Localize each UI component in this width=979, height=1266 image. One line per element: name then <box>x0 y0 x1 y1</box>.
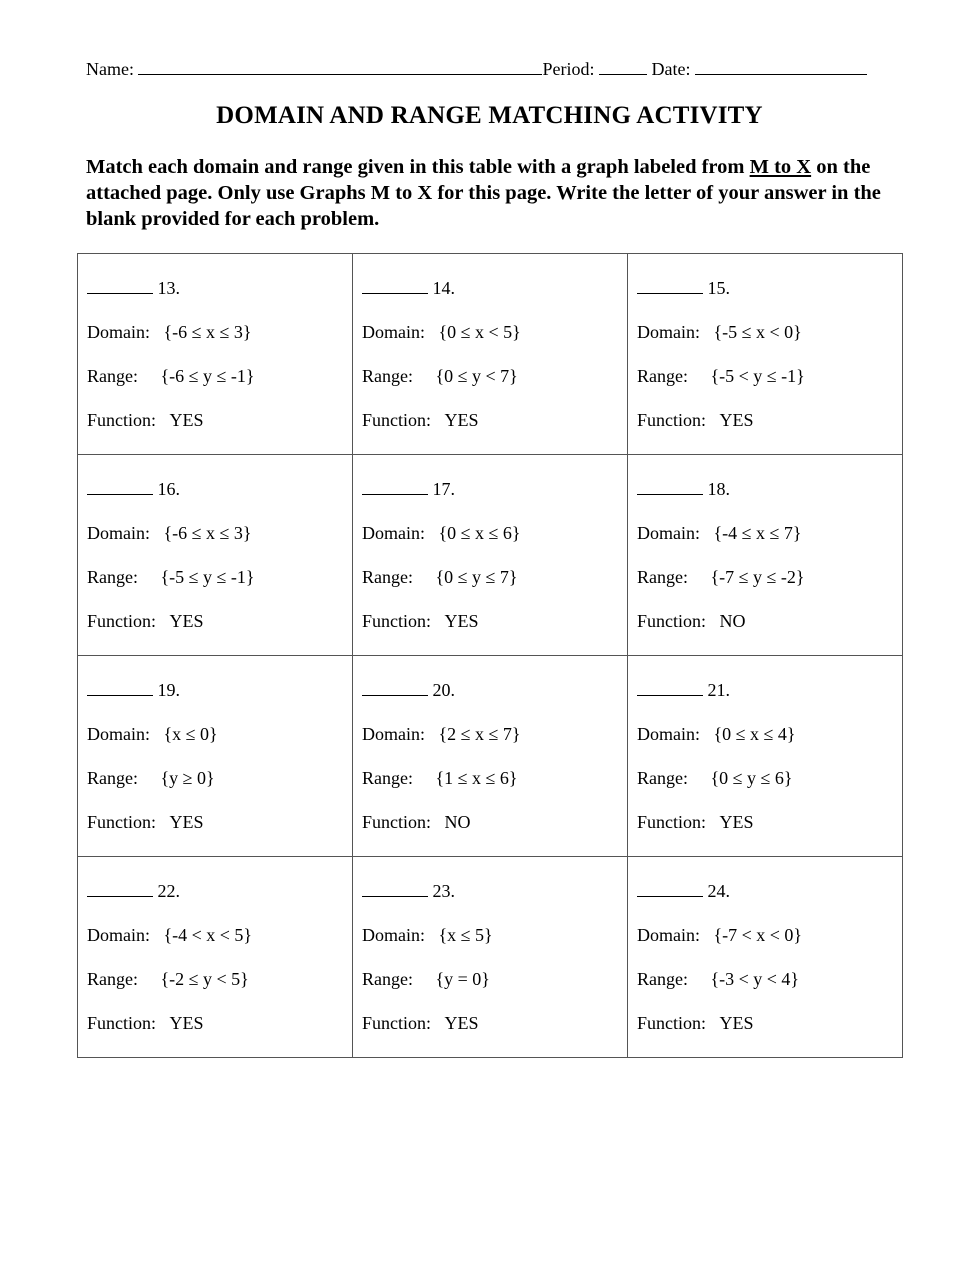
function-label: Function: <box>362 611 432 631</box>
range-line <box>362 567 627 611</box>
function-line <box>362 812 627 856</box>
function-line <box>87 812 352 856</box>
instructions-text-1: Match each domain and range given in this table with a graph labeled from <box>86 156 750 178</box>
function-line <box>637 1013 902 1057</box>
function-label: Function: <box>87 611 157 631</box>
domain-value: {0 ≤ x < 5} <box>438 322 521 342</box>
range-label: Range: <box>362 768 413 788</box>
range-label: Range: <box>637 768 688 788</box>
date-blank[interactable] <box>695 58 867 75</box>
domain-line <box>362 724 627 768</box>
range-value: {0 ≤ y ≤ 7} <box>435 567 518 587</box>
range-value: {-5 < y ≤ -1} <box>710 366 805 386</box>
range-line <box>637 768 902 812</box>
problem-number-line <box>637 479 902 523</box>
function-value: YES <box>719 1013 754 1033</box>
domain-label: Domain: <box>87 925 150 945</box>
domain-line <box>637 523 902 567</box>
function-value: YES <box>444 1013 479 1033</box>
range-label: Range: <box>637 366 688 386</box>
range-label: Range: <box>362 366 413 386</box>
domain-line <box>637 322 902 366</box>
range-value: {0 ≤ y ≤ 6} <box>710 768 793 788</box>
problem-number-line <box>87 680 352 724</box>
function-label: Function: <box>362 410 432 430</box>
domain-label: Domain: <box>87 724 150 744</box>
answer-blank[interactable] <box>362 881 428 897</box>
domain-value: {-6 ≤ x ≤ 3} <box>163 523 252 543</box>
function-line <box>362 611 627 655</box>
domain-label: Domain: <box>637 925 700 945</box>
instructions <box>86 154 896 232</box>
problem-cell <box>78 857 353 1058</box>
answer-blank[interactable] <box>87 881 153 897</box>
range-line <box>637 969 902 1013</box>
problem-number: 14. <box>432 278 455 298</box>
range-line <box>87 567 352 611</box>
problem-number-line <box>637 881 902 925</box>
function-label: Function: <box>637 1013 707 1033</box>
problem-number: 19. <box>157 680 180 700</box>
problem-cell <box>353 254 628 455</box>
function-line <box>362 1013 627 1057</box>
function-label: Function: <box>637 611 707 631</box>
answer-blank[interactable] <box>637 881 703 897</box>
problem-cell <box>353 656 628 857</box>
domain-line <box>87 925 352 969</box>
answer-blank[interactable] <box>637 479 703 495</box>
function-label: Function: <box>87 812 157 832</box>
problem-number-line <box>362 479 627 523</box>
domain-value: {-5 ≤ x < 0} <box>713 322 802 342</box>
range-value: {-7 ≤ y ≤ -2} <box>710 567 805 587</box>
problem-number-line <box>87 479 352 523</box>
range-line <box>637 567 902 611</box>
problem-number: 16. <box>157 479 180 499</box>
answer-blank[interactable] <box>362 278 428 294</box>
problem-cell <box>78 254 353 455</box>
function-value: YES <box>719 812 754 832</box>
domain-value: {x ≤ 5} <box>438 925 493 945</box>
domain-line <box>87 724 352 768</box>
function-value: YES <box>169 410 204 430</box>
domain-value: {2 ≤ x ≤ 7} <box>438 724 521 744</box>
name-blank[interactable] <box>138 58 542 75</box>
period-blank[interactable] <box>599 58 647 75</box>
problem-number-line <box>87 881 352 925</box>
function-label: Function: <box>87 1013 157 1033</box>
range-line <box>87 366 352 410</box>
range-value: {0 ≤ y < 7} <box>435 366 518 386</box>
answer-blank[interactable] <box>637 278 703 294</box>
period-label: Period: <box>542 59 595 79</box>
problem-number: 20. <box>432 680 455 700</box>
name-label: Name: <box>86 59 134 79</box>
domain-label: Domain: <box>87 322 150 342</box>
answer-blank[interactable] <box>87 479 153 495</box>
range-line <box>637 366 902 410</box>
function-value: YES <box>169 611 204 631</box>
problem-cell <box>628 857 903 1058</box>
range-label: Range: <box>87 567 138 587</box>
range-value: {-5 ≤ y ≤ -1} <box>160 567 255 587</box>
range-line <box>362 366 627 410</box>
function-label: Function: <box>362 1013 432 1033</box>
range-label: Range: <box>87 969 138 989</box>
range-value: {y = 0} <box>435 969 490 989</box>
problem-cell <box>628 254 903 455</box>
problem-number: 18. <box>707 479 730 499</box>
range-value: {y ≥ 0} <box>160 768 215 788</box>
domain-value: {x ≤ 0} <box>163 724 218 744</box>
domain-line <box>362 523 627 567</box>
problem-number-line <box>637 680 902 724</box>
problem-number: 15. <box>707 278 730 298</box>
domain-line <box>87 523 352 567</box>
range-line <box>87 969 352 1013</box>
answer-blank[interactable] <box>87 680 153 696</box>
range-line <box>362 768 627 812</box>
answer-blank[interactable] <box>637 680 703 696</box>
range-value: {-6 ≤ y ≤ -1} <box>160 366 255 386</box>
function-label: Function: <box>87 410 157 430</box>
function-value: NO <box>444 812 471 832</box>
answer-blank[interactable] <box>362 680 428 696</box>
domain-value: {-7 < x < 0} <box>713 925 803 945</box>
problem-number: 23. <box>432 881 455 901</box>
page-title: DOMAIN AND RANGE MATCHING ACTIVITY <box>216 102 763 129</box>
student-info-line <box>86 58 886 80</box>
domain-line <box>362 322 627 366</box>
domain-label: Domain: <box>362 523 425 543</box>
domain-value: {0 ≤ x ≤ 6} <box>438 523 521 543</box>
problem-cell <box>628 656 903 857</box>
domain-line <box>362 925 627 969</box>
problem-number-line <box>637 278 902 322</box>
problem-table <box>77 253 903 1058</box>
function-value: YES <box>169 812 204 832</box>
function-line <box>637 812 902 856</box>
range-label: Range: <box>362 969 413 989</box>
domain-label: Domain: <box>362 925 425 945</box>
function-value: YES <box>444 410 479 430</box>
function-label: Function: <box>637 410 707 430</box>
problem-cell <box>353 857 628 1058</box>
function-value: NO <box>719 611 746 631</box>
range-label: Range: <box>362 567 413 587</box>
domain-label: Domain: <box>362 322 425 342</box>
domain-label: Domain: <box>87 523 150 543</box>
problem-cell <box>78 455 353 656</box>
function-line <box>362 410 627 454</box>
function-line <box>87 410 352 454</box>
problem-number: 13. <box>157 278 180 298</box>
range-label: Range: <box>637 567 688 587</box>
answer-blank[interactable] <box>87 278 153 294</box>
domain-label: Domain: <box>637 523 700 543</box>
range-line <box>87 768 352 812</box>
range-label: Range: <box>87 366 138 386</box>
answer-blank[interactable] <box>362 479 428 495</box>
domain-value: {-4 < x < 5} <box>163 925 253 945</box>
range-value: {1 ≤ x ≤ 6} <box>435 768 518 788</box>
function-label: Function: <box>362 812 432 832</box>
range-value: {-2 ≤ y < 5} <box>160 969 249 989</box>
function-value: YES <box>169 1013 204 1033</box>
function-line <box>87 611 352 655</box>
problem-number-line <box>362 278 627 322</box>
instructions-text-2: on the attached page. Only use Graphs M to X for this page. Write the letter of your answer in the blank provided for each problem. <box>86 156 881 230</box>
function-line <box>87 1013 352 1057</box>
function-label: Function: <box>637 812 707 832</box>
problem-number-line <box>87 278 352 322</box>
range-value: {-3 < y < 4} <box>710 969 800 989</box>
range-label: Range: <box>87 768 138 788</box>
instructions-underlined: M to X <box>749 156 812 178</box>
problem-cell <box>78 656 353 857</box>
domain-label: Domain: <box>637 322 700 342</box>
domain-label: Domain: <box>362 724 425 744</box>
function-line <box>637 410 902 454</box>
date-label: Date: <box>651 59 691 79</box>
function-line <box>637 611 902 655</box>
problem-number-line <box>362 680 627 724</box>
problem-number: 24. <box>707 881 730 901</box>
range-line <box>362 969 627 1013</box>
domain-line <box>87 322 352 366</box>
domain-value: {0 ≤ x ≤ 4} <box>713 724 796 744</box>
domain-line <box>637 925 902 969</box>
problem-cell <box>628 455 903 656</box>
problem-number-line <box>362 881 627 925</box>
problem-number: 21. <box>707 680 730 700</box>
function-value: YES <box>444 611 479 631</box>
problem-number: 22. <box>157 881 180 901</box>
problem-number: 17. <box>432 479 455 499</box>
domain-value: {-6 ≤ x ≤ 3} <box>163 322 252 342</box>
problem-cell <box>353 455 628 656</box>
domain-line <box>637 724 902 768</box>
range-label: Range: <box>637 969 688 989</box>
domain-label: Domain: <box>637 724 700 744</box>
function-value: YES <box>719 410 754 430</box>
domain-value: {-4 ≤ x ≤ 7} <box>713 523 802 543</box>
